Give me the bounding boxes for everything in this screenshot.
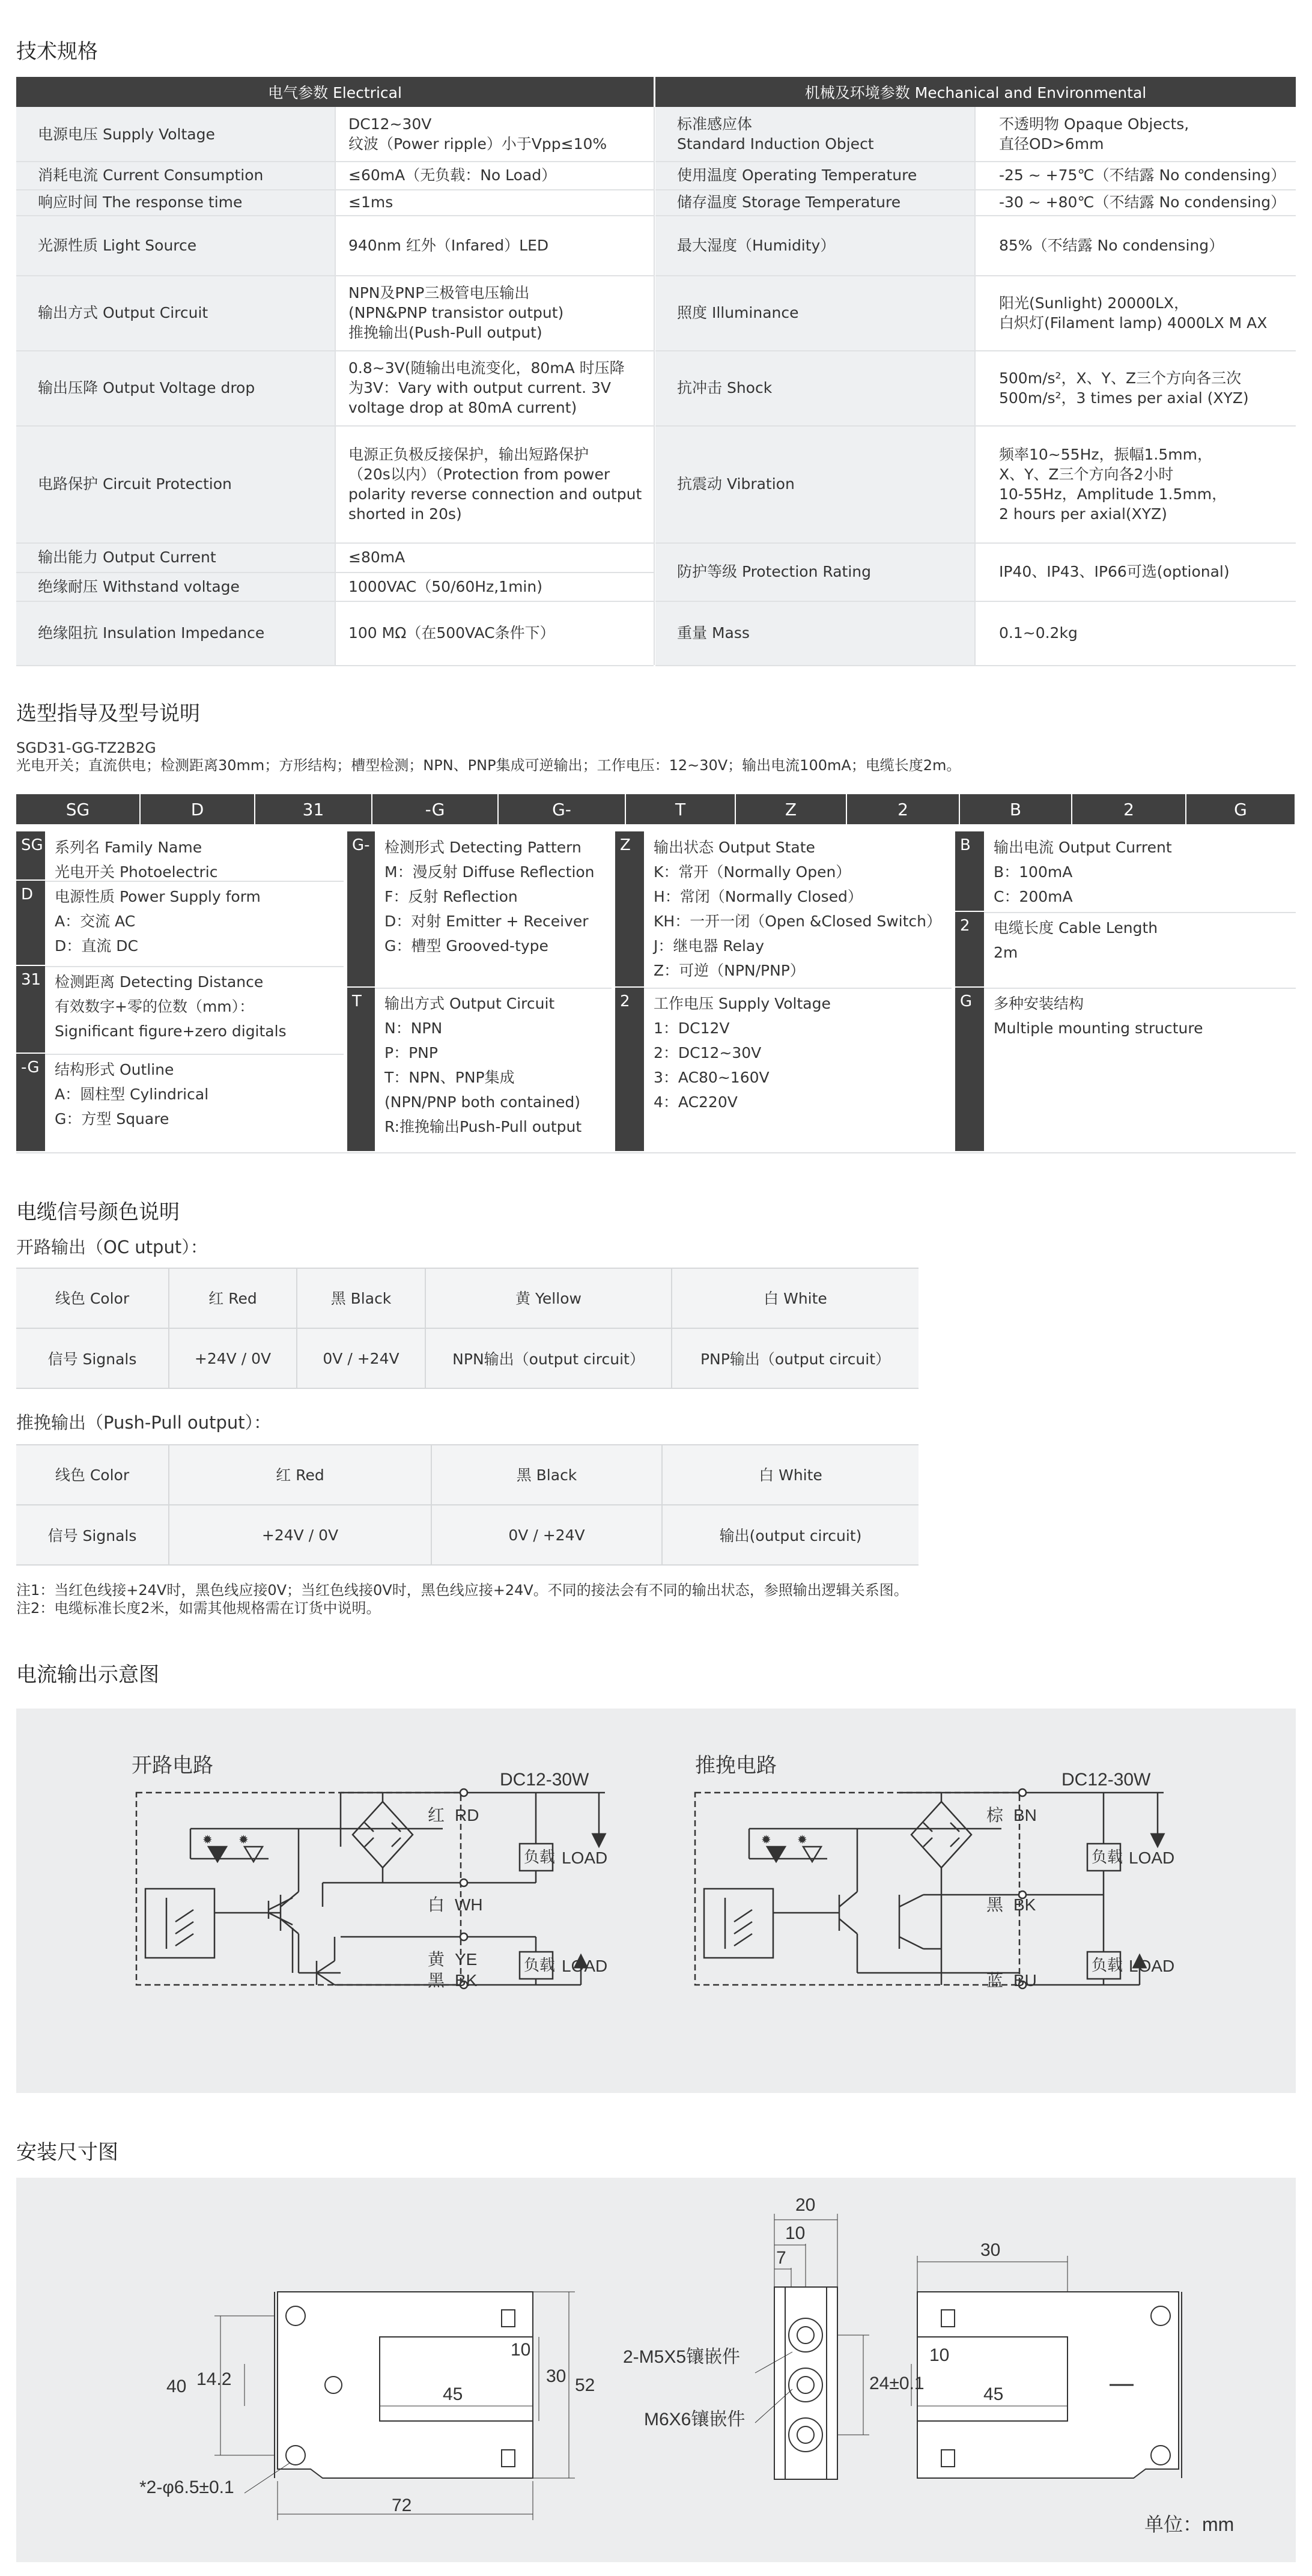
model-code: D — [16, 881, 45, 965]
model-title: 选型指导及型号说明 — [16, 702, 200, 726]
cell-line: 940nm 红外（Infared）LED — [348, 236, 549, 254]
spec-value — [976, 215, 1296, 275]
cell-line: 85%（不结露 No condensing） — [999, 236, 1224, 254]
row-divider — [655, 275, 1296, 276]
svg-text:2-M5X5镶嵌件: 2-M5X5镶嵌件 — [623, 2347, 741, 2367]
oc-color-table — [16, 1268, 919, 1389]
pp-signal-red: +24V / 0V — [261, 1526, 339, 1544]
svg-text:✹: ✹ — [202, 1833, 213, 1847]
cell-line: 检测形式 Detecting Pattern — [384, 839, 582, 856]
model-description — [45, 881, 344, 966]
model-code-segment: 2 — [1072, 794, 1186, 824]
svg-text:52: 52 — [575, 2375, 595, 2395]
oc-signal-label: 信号 Signals — [47, 1350, 137, 1368]
svg-text:24±0.1: 24±0.1 — [869, 2374, 925, 2393]
svg-text:LOAD: LOAD — [1129, 1957, 1175, 1975]
column-divider — [974, 107, 976, 665]
model-description — [375, 831, 612, 988]
spec-label: 电路保护 Circuit Protection — [16, 425, 335, 542]
spec-value — [976, 275, 1296, 350]
svg-text:✹: ✹ — [238, 1833, 249, 1847]
cell-line: (NPN&PNP transistor output) — [348, 304, 564, 321]
spec-value — [336, 601, 654, 665]
cell-line: IP40、IP43、IP66可选(optional) — [999, 563, 1230, 580]
spec-label: 绝缘耐压 Withstand voltage — [16, 572, 335, 601]
left-supply-label: DC12-30W — [500, 1770, 589, 1790]
model-description — [375, 988, 612, 1152]
svg-text:红: 红 — [428, 1806, 445, 1824]
cell-line: 输出电流 Output Current — [994, 839, 1172, 856]
cell-line: D：对射 Emitter + Receiver — [384, 913, 589, 930]
spec-label: 输出方式 Output Circuit — [16, 275, 335, 350]
svg-text:白: 白 — [428, 1895, 445, 1914]
pp-header-black: 黑 Black — [516, 1466, 577, 1484]
spec-value — [336, 215, 654, 275]
cell-line: Multiple mounting structure — [994, 1019, 1203, 1037]
cell-line: -25 ~ +75℃（不结露 No condensing） — [999, 166, 1286, 184]
spec-label — [655, 350, 974, 425]
row-divider — [655, 161, 1296, 162]
cell-line: 500m/s²，3 times per axial (XYZ) — [999, 389, 1249, 407]
dims-panel — [16, 2178, 1296, 2562]
cell-line: voltage drop at 80mA current) — [348, 399, 577, 416]
spec-value — [976, 161, 1296, 189]
cell-line: 光电开关 Photoelectric — [55, 863, 218, 881]
cell-line: G：方型 Square — [55, 1110, 169, 1128]
oc-signal-white: PNP输出（output circuit） — [700, 1350, 891, 1368]
row-divider — [655, 189, 1296, 190]
svg-text:BK: BK — [1013, 1895, 1036, 1914]
model-code: G- — [347, 831, 375, 986]
svg-text:45: 45 — [443, 2384, 463, 2404]
svg-text:20: 20 — [795, 2195, 816, 2215]
svg-text:黑: 黑 — [986, 1895, 1004, 1914]
spec-title: 技术规格 — [16, 40, 98, 64]
right-circuit-title: 推挽电路 — [695, 1754, 777, 1777]
cell-line: 防护等级 Protection Rating — [677, 563, 871, 580]
pp-signal-black: 0V / +24V — [508, 1526, 585, 1544]
back-view — [911, 2256, 1182, 2478]
spec-label — [655, 161, 974, 189]
spec-value — [336, 542, 654, 572]
spec-label — [655, 189, 974, 215]
cell-line: 输出方式 Output Circuit — [384, 995, 555, 1012]
svg-text:蓝: 蓝 — [986, 1971, 1004, 1990]
spec-value — [976, 425, 1296, 542]
oc-output-title: 开路输出（OC utput）： — [16, 1237, 208, 1257]
right-supply-label: DC12-30W — [1061, 1770, 1151, 1790]
svg-text:10: 10 — [511, 2340, 531, 2360]
svg-text:棕: 棕 — [986, 1806, 1004, 1824]
svg-text:YE: YE — [455, 1950, 478, 1969]
cell-line: -30 ~ +80℃（不结露 No condensing） — [999, 193, 1286, 211]
cell-line: 1000VAC（50/60Hz,1min) — [348, 577, 542, 595]
cell-line: 3：AC80~160V — [654, 1069, 770, 1086]
model-code: 2 — [955, 912, 984, 986]
cell-line: 500m/s²，X、Y、Z三个方向各三次 — [999, 369, 1242, 387]
dims-title: 安装尺寸图 — [16, 2140, 118, 2164]
model-code: Z — [615, 831, 644, 986]
spec-value — [336, 350, 654, 425]
svg-text:72: 72 — [392, 2496, 412, 2515]
cell-line: 为3V：Vary with output current. 3V — [348, 379, 611, 396]
cell-line: 抗震动 Vibration — [677, 475, 795, 493]
row-divider — [655, 425, 1296, 427]
model-description — [45, 966, 344, 1054]
cell-line: 1：DC12V — [654, 1019, 730, 1037]
cell-line: Z：可逆（NPN/PNP） — [654, 962, 805, 979]
oc-header-white: 白 White — [764, 1290, 827, 1307]
cell-line: K：常开（Normally Open） — [654, 863, 851, 881]
spec-label — [655, 107, 974, 161]
cell-line: 电缆长度 Cable Length — [994, 919, 1158, 937]
cell-line: 频率10~55Hz，振幅1.5mm， — [999, 445, 1212, 463]
svg-text:RD: RD — [455, 1806, 479, 1824]
cell-line: KH：一开一闭（Open &Closed Switch） — [654, 913, 941, 930]
model-code: T — [347, 988, 375, 1151]
cell-line: 不透明物 Opaque Objects, — [999, 115, 1189, 133]
cell-line: 有效数字+零的位数（mm）： — [55, 998, 255, 1015]
model-description — [45, 1054, 344, 1152]
cell-line: Standard Induction Object — [677, 135, 874, 153]
cell-line: DC12~30V — [348, 115, 432, 133]
spec-label — [655, 215, 974, 275]
cell-line: 重量 Mass — [677, 624, 750, 642]
cell-line: 推挽输出(Push-Pull output) — [348, 324, 542, 341]
svg-text:45: 45 — [983, 2384, 1004, 2404]
cell-line: 标准感应体 — [677, 115, 753, 133]
model-description — [984, 988, 1296, 1152]
cell-line: N：NPN — [384, 1019, 443, 1037]
column-divider — [654, 107, 655, 665]
oc-header-red: 红 Red — [208, 1290, 257, 1307]
oc-header-black: 黑 Black — [330, 1290, 392, 1307]
model-description — [984, 831, 1296, 912]
cell-line: 输出状态 Output State — [654, 839, 815, 856]
pp-signal-label: 信号 Signals — [47, 1527, 137, 1545]
model-description — [984, 912, 1296, 988]
oc-signal-yellow: NPN输出（output circuit） — [452, 1350, 645, 1368]
svg-text:LOAD: LOAD — [1129, 1848, 1175, 1867]
left-circuit-title: 开路电路 — [132, 1754, 213, 1777]
pp-color-table — [16, 1444, 919, 1566]
cell-line: R:推挽输出Push-Pull output — [384, 1118, 582, 1135]
cell-line: 2 hours per axial(XYZ) — [999, 505, 1167, 523]
model-example-code: SGD31-GG-TZ2B2G — [16, 740, 156, 756]
svg-text:WH: WH — [455, 1895, 483, 1914]
model-code-segment: T — [626, 794, 736, 824]
spec-label: 输出压降 Output Voltage drop — [16, 350, 335, 425]
cell-line: X、Y、Z三个方向各2小时 — [999, 465, 1174, 483]
spec-value — [336, 572, 654, 601]
model-code: 2 — [615, 988, 644, 1151]
model-code-segment: D — [141, 794, 255, 824]
cell-line: 4：AC220V — [654, 1093, 738, 1111]
spec-label: 输出能力 Output Current — [16, 542, 335, 572]
svg-text:BN: BN — [1013, 1806, 1037, 1824]
cell-line: M：漫反射 Diffuse Reflection — [384, 863, 595, 881]
cell-line: Significant figure+zero digitals — [55, 1022, 287, 1040]
cell-line: ≤1ms — [348, 193, 393, 211]
svg-text:负载: 负载 — [524, 1956, 556, 1974]
spec-value — [336, 161, 654, 189]
cell-line: 系列名 Family Name — [55, 839, 202, 856]
spec-value — [336, 275, 654, 350]
svg-text:*2-φ6.5±0.1: *2-φ6.5±0.1 — [139, 2477, 234, 2497]
spec-label: 光源性质 Light Source — [16, 215, 335, 275]
dimension-drawings — [16, 2178, 1296, 2562]
model-code-segment: 31 — [255, 794, 372, 824]
model-code: B — [955, 831, 984, 911]
cell-line: F：反射 Reflection — [384, 888, 518, 905]
model-code-segment: B — [960, 794, 1072, 824]
spec-value — [336, 189, 654, 215]
cell-line: 2：DC12~30V — [654, 1044, 762, 1062]
spec-value — [976, 350, 1296, 425]
spec-header-electrical: 电气参数 Electrical — [16, 77, 654, 107]
table-bottom — [16, 1152, 1296, 1153]
svg-text:LOAD: LOAD — [562, 1957, 608, 1975]
pp-signal-white: 输出(output circuit) — [719, 1527, 862, 1545]
svg-text:✹: ✹ — [797, 1833, 807, 1847]
spec-value — [336, 107, 654, 161]
svg-text:7: 7 — [776, 2248, 786, 2268]
cell-line: A：交流 AC — [55, 913, 136, 930]
model-code: -G — [16, 1054, 45, 1151]
row-divider — [655, 601, 1296, 602]
cell-line: H：常闭（Normally Closed） — [654, 888, 863, 905]
model-code-segment: SG — [16, 794, 141, 824]
cell-line: 2m — [994, 944, 1018, 961]
svg-text:LOAD: LOAD — [562, 1848, 608, 1867]
cell-line: 0.1~0.2kg — [999, 624, 1078, 642]
cable-title: 电缆信号颜色说明 — [16, 1200, 180, 1224]
cell-line: D：直流 DC — [55, 937, 138, 955]
pp-output-title: 推挽输出（Push-Pull output）： — [16, 1412, 272, 1433]
cell-line: (NPN/PNP both contained) — [384, 1093, 581, 1111]
spec-label — [655, 425, 974, 542]
spec-value — [976, 189, 1296, 215]
svg-text:10: 10 — [929, 2345, 950, 2365]
cell-line: 工作电压 Supply Voltage — [654, 995, 831, 1012]
svg-text:40: 40 — [166, 2377, 187, 2396]
cell-line: polarity reverse connection and output — [348, 485, 642, 503]
cell-line: ≤80mA — [348, 548, 405, 566]
cell-line: C：200mA — [994, 888, 1073, 905]
svg-text:✹: ✹ — [761, 1833, 771, 1847]
model-code-segment: G — [1186, 794, 1296, 824]
cell-line: 抗冲击 Shock — [677, 379, 773, 396]
oc-header-yellow: 黄 Yellow — [515, 1290, 582, 1307]
spec-label: 消耗电流 Current Consumption — [16, 161, 335, 189]
pp-header-red: 红 Red — [276, 1466, 324, 1484]
spec-value — [336, 425, 654, 542]
row-divider — [16, 665, 654, 666]
spec-label — [655, 601, 974, 665]
cell-line: 100 MΩ（在500VAC条件下） — [348, 624, 555, 642]
column-divider — [335, 107, 336, 665]
svg-text:负载: 负载 — [524, 1848, 556, 1866]
cell-line: 结构形式 Outline — [55, 1061, 174, 1078]
cell-line: NPN及PNP三极管电压输出 — [348, 284, 530, 302]
circuit-title: 电流输出示意图 — [16, 1663, 159, 1687]
oc-signal-red: +24V / 0V — [194, 1349, 272, 1367]
cell-line: shorted in 20s) — [348, 505, 462, 523]
spec-value — [976, 107, 1296, 161]
cell-line: 直径OD>6mm — [999, 135, 1104, 153]
spec-label: 绝缘阻抗 Insulation Impedance — [16, 601, 335, 665]
spec-label — [655, 275, 974, 350]
cell-line: 纹波（Power ripple）小于Vpp≤10% — [348, 135, 607, 153]
front-view — [214, 2292, 575, 2520]
cell-line: 阳光(Sunlight) 20000LX， — [999, 294, 1189, 312]
cell-line: 多种安装结构 — [994, 995, 1084, 1012]
model-code-segment: 2 — [847, 794, 960, 824]
cell-line: 电源性质 Power Supply form — [55, 888, 261, 905]
oc-signal-black: 0V / +24V — [323, 1349, 399, 1367]
cell-line: A：圆柱型 Cylindrical — [55, 1086, 209, 1103]
svg-text:BU: BU — [1013, 1971, 1037, 1990]
spec-label — [655, 542, 974, 601]
svg-text:14.2: 14.2 — [196, 2369, 232, 2389]
model-code: SG — [16, 831, 45, 879]
cell-line: B：100mA — [994, 863, 1073, 881]
cell-line: 10-55Hz，Amplitude 1.5mm， — [999, 485, 1227, 503]
cell-line: P：PNP — [384, 1044, 438, 1062]
spec-value — [976, 601, 1296, 665]
cell-line: G：槽型 Grooved-type — [384, 937, 548, 955]
model-code: 31 — [16, 966, 45, 1053]
pp-header-color: 线色 Color — [55, 1466, 130, 1484]
svg-text:30: 30 — [980, 2240, 1001, 2260]
svg-text:负载: 负载 — [1092, 1956, 1123, 1974]
svg-text:10: 10 — [785, 2223, 806, 2243]
circuit-diagrams — [16, 1709, 1296, 2093]
cell-line: T：NPN、PNP集成 — [384, 1069, 515, 1086]
spec-header-mechanical: 机械及环境参数 Mechanical and Environmental — [655, 77, 1296, 107]
row-divider — [655, 350, 1296, 351]
cable-note-2: 注2：电缆标准长度2米，如需其他规格需在订货中说明。 — [16, 1600, 381, 1617]
model-description — [45, 831, 344, 881]
cell-line: 0.8~3V(随输出电流变化，80mA 时压降 — [348, 359, 625, 377]
pp-header-white: 白 White — [759, 1466, 822, 1484]
cable-note-1: 注1：当红色线接+24V时，黑色线应接0V；当红色线接0V时，黑色线应接+24V。不同的接法会有不同的输出状态，参照输出逻辑关系图。 — [16, 1582, 908, 1599]
model-code-segment: G- — [499, 794, 626, 824]
oc-header-color: 线色 Color — [55, 1290, 130, 1307]
cell-line: 照度 Illuminance — [677, 304, 799, 321]
svg-text:黄: 黄 — [428, 1950, 445, 1969]
svg-text:30: 30 — [546, 2366, 566, 2386]
row-divider — [655, 665, 1296, 666]
cell-line: ≤60mA（无负载：No Load） — [348, 166, 557, 184]
cell-line: 使用温度 Operating Temperature — [677, 166, 917, 184]
circuit-panel — [16, 1709, 1296, 2093]
spec-label: 响应时间 The response time — [16, 189, 335, 215]
spec-value — [976, 542, 1296, 601]
dims-unit: 单位：mm — [1144, 2514, 1235, 2535]
spec-label: 电源电压 Supply Voltage — [16, 107, 335, 161]
svg-text:黑: 黑 — [428, 1971, 445, 1990]
svg-text:M6X6镶嵌件: M6X6镶嵌件 — [644, 2410, 746, 2429]
cell-line: 检测距离 Detecting Distance — [55, 973, 264, 991]
model-example-desc: 光电开关；直流供电；检测距离30mm；方形结构；槽型检测；NPN、PNP集成可逆输出；工作电压：12~30V；输出电流100mA；电缆长度2m。 — [16, 757, 961, 774]
model-code-segment: -G — [372, 794, 499, 824]
cell-line: 储存温度 Storage Temperature — [677, 193, 901, 211]
model-description — [644, 831, 952, 988]
side-view — [755, 2214, 869, 2479]
svg-text:BK: BK — [455, 1971, 478, 1990]
cell-line: 白炽灯(Filament lamp) 4000LX M AX — [999, 314, 1268, 332]
row-divider — [655, 542, 1296, 544]
model-code-segment: Z — [736, 794, 847, 824]
cell-line: （20s以内）（Protection from power — [348, 465, 610, 483]
row-divider — [655, 215, 1296, 216]
cell-line: J：继电器 Relay — [654, 937, 765, 955]
svg-text:负载: 负载 — [1092, 1848, 1123, 1866]
cell-line: 电源正负极反接保护，输出短路保护 — [348, 445, 589, 463]
model-code: G — [955, 988, 984, 1151]
model-description — [644, 988, 952, 1152]
cell-line: 最大湿度（Humidity） — [677, 236, 836, 254]
